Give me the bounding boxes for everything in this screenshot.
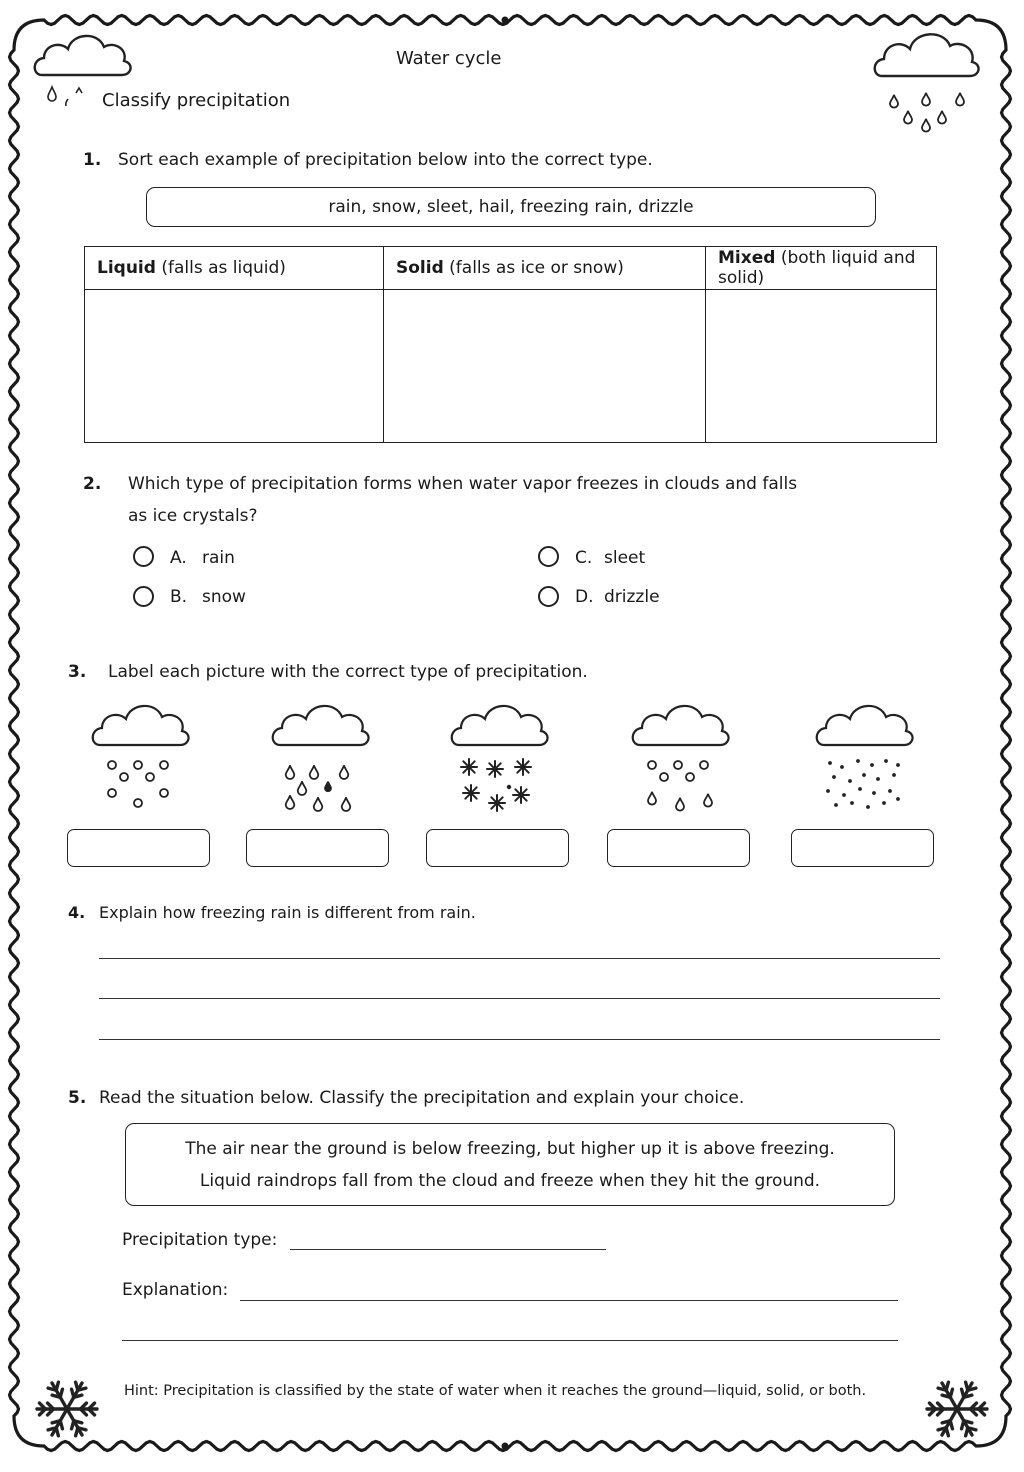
page-subtitle: Classify precipitation [102,90,291,111]
explanation-line[interactable] [240,1300,898,1301]
word-bank-text: rain, snow, sleet, hail, freezing rain, drizzle [328,197,694,217]
snowflake-icon [32,1374,102,1444]
picture-label-box-1[interactable] [67,829,210,867]
q2-prompt-line2: as ice crystals? [128,506,258,526]
column-header-liquid: Liquid (falls as liquid) [85,247,384,290]
picture-label-box-4[interactable] [607,829,750,867]
scenario-box [125,1123,895,1206]
scenario-line-1: The air near the ground is below freezing, but higher up it is above freezing. [185,1138,835,1159]
q5-number: 5. [68,1088,87,1108]
explanation-line[interactable] [122,1340,898,1341]
option-a-text: rain [202,548,235,568]
option-b-letter: B. [170,587,188,607]
raindrop-icon [46,85,96,111]
q4-number: 4. [68,903,86,922]
raindrop-icon [880,88,980,133]
scenario-line-2: Liquid raindrops fall from the cloud and freeze when they hit the ground. [199,1170,821,1191]
page-title: Water cycle [396,48,502,69]
explanation-label: Explanation: [122,1280,229,1300]
snow-icon [447,695,549,820]
q2-prompt-line1: Which type of precipitation forms when water vapor freezes in clouds and falls [128,474,798,494]
column-header-mixed: Mixed (both liquid and solid) [706,247,937,290]
option-a-letter: A. [170,548,187,568]
option-d-text: drizzle [604,587,660,607]
radio-option-d[interactable] [538,586,559,607]
option-d-letter: D. [575,587,594,607]
answer-line[interactable] [99,998,940,999]
picture-label-box-5[interactable] [791,829,934,867]
q1-prompt: Sort each example of precipitation below into the correct type. [118,150,653,170]
option-c-text: sleet [604,548,646,568]
q4-prompt: Explain how freezing rain is different from rain. [99,903,476,922]
drizzle-icon [812,695,914,820]
option-c-letter: C. [575,548,593,568]
answer-cell-liquid[interactable] [85,290,384,443]
answer-cell-mixed[interactable] [706,290,937,443]
freezing-rain-icon [628,695,730,820]
radio-option-b[interactable] [133,586,154,607]
q1-number: 1. [83,150,102,170]
sorting-table [84,246,937,443]
precipitation-type-line[interactable] [290,1249,606,1250]
answer-cell-solid[interactable] [384,290,706,443]
cloud-icon [30,25,135,85]
q2-number: 2. [83,474,102,494]
radio-option-a[interactable] [133,546,154,567]
answer-line[interactable] [99,1039,940,1040]
hint-text: Hint: Precipitation is classified by the state of water when it reaches the ground—liquid, solid, or both. [124,1383,867,1399]
sleet-icon [88,695,190,820]
picture-label-box-2[interactable] [246,829,389,867]
rain-icon [268,695,370,820]
option-b-text: snow [202,587,246,607]
cloud-icon [870,22,985,84]
q5-prompt: Read the situation below. Classify the precipitation and explain your choice. [99,1088,745,1108]
word-bank [146,187,876,227]
column-header-solid: Solid (falls as ice or snow) [384,247,706,290]
precipitation-type-label: Precipitation type: [122,1230,278,1250]
answer-line[interactable] [99,958,940,959]
picture-label-box-3[interactable] [426,829,569,867]
snowflake-icon [922,1374,992,1444]
q3-prompt: Label each picture with the correct type of precipitation. [108,662,588,682]
radio-option-c[interactable] [538,546,559,567]
q3-number: 3. [68,662,87,682]
